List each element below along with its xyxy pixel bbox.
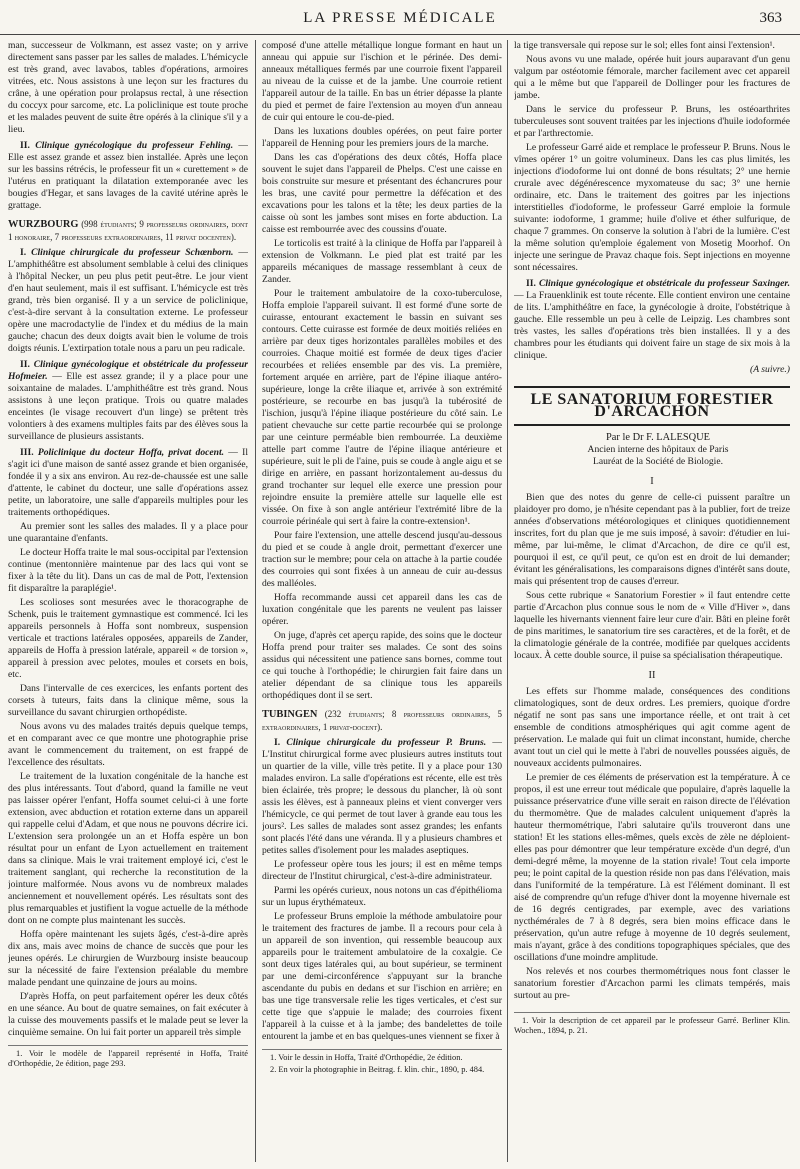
section-number: II. bbox=[20, 359, 30, 370]
footnote: 1. Voir le dessin in Hoffa, Traité d'Orthopédie, 2e édition. bbox=[270, 1053, 463, 1062]
paragraph: Sous cette rubrique « Sanatorium Forestier » il faut entendre cette partie d'Arcachon plus connue sous le nom de « Ville d'Hiver », dans laquelle les hivernants viennent faire leur cure d'air. Bâti en pleine forêt de pins maritimes, le sanatorium tire ses caractères, et de la forêt, et de la climatologie générale de la contrée, modifiée par quelques accidents locaux. À cette double source, il puise sa spécialisation thérapeutique. bbox=[514, 590, 790, 661]
paragraph: Nous avons vu des malades traités depuis quelque temps, et en comparant avec ce que montre une photographie prise avant le commencement du traitement, on est frappé de l'excellence des résultats. bbox=[8, 721, 248, 768]
section-heading bbox=[8, 247, 248, 355]
section-title: Clinique chirurgicale du professeur P. Bruns. bbox=[286, 737, 487, 748]
paragraph: Le professeur opère tous les jours; il est en même temps directeur de l'Institut chirurgical, c'est-à-dire administrateur. bbox=[262, 859, 502, 882]
section-title: Policlinique du docteur Hoffa, privat docent. bbox=[37, 447, 225, 458]
paragraph: Le premier de ces éléments de préservation est la température. À ce propos, il est une erreur tout médicale que populaire, d'après laquelle la puissance préservatrice d'une ville serait en raison directe de l'élévation du thermomètre. Que de malades calculent uniquement d'après la hauteur thermométrique, l'abri salutaire qu'ils trouveront dans une station! Et les stations elles-mêmes, quels excès de zèle ne déploient-elles pas pour démontrer que leur température excède d'un degré, d'un demi-degré même, la moyenne de la station rivale! Tout cela importe peu; le point capital de la question réside non pas dans l'élévation, mais dans l'uniformité de la température. Là est l'élément dominant. Il est aisé de comprendre qu'un refuge d'hiver dont la moyenne hivernale est de 16 degrés centigrades, par exemple, avec des variations nycthémérales de 7 à 8 degrés, sera bien moins efficace dans le préservation, qu'un autre refuge à moyenne de 10 degrés seulement, mais n'ayant, grâce à des conditions topographiques spéciales, que des oscillations d'une moindre amplitude. bbox=[514, 772, 790, 963]
paragraph: On juge, d'après cet aperçu rapide, des soins que le docteur Hoffa prend pour traiter ses malades. Ce sont des soins assidus qui nécessitent une patience sans bornes, comme tout ce qui touche à l'orthopédie; le chirurgien fait faire dans un atelier dépendant de sa clinique tous les appareils orthopédiques dont il se sert. bbox=[262, 630, 502, 701]
article-byline: Par le Dr F. LALESQUE bbox=[606, 432, 710, 443]
paragraph: Hoffa opère maintenant les sujets âgés, c'est-à-dire après dix ans, mais avec moins de chance de succès que pour les jeunes opérés. Le chirurgien de Wurzbourg insiste beaucoup sur la nécessité de faire l'extension préalable du membre malade pendant une quinzaine de jours au moins. bbox=[8, 929, 248, 988]
column-right bbox=[514, 40, 790, 1162]
section-text: — Il s'agit ici d'une maison de santé assez grande et bien organisée, fondée il y a six ans environ. Au rez-de-chaussée est une salle d'attente, le cabinet du docteur, une salle d'opérations assez petite, un laboratoire, une salle d'appareils multiples pour les traitements orthopédiques. bbox=[8, 447, 248, 518]
paragraph: Hoffa recommande aussi cet appareil dans les cas de luxation congénitale que les parents ne veulent pas laisser opérer. bbox=[262, 592, 502, 627]
paragraph: Le traitement de la luxation congénitale de la hanche est des plus intéressants. Tout d'abord, quand la famille ne veut pas laisser opérer l'enfant, Hoffa soumet celui-ci à une forte extension, avec abduction et rotation externe dans un appareil qui rappelle celui d'Adam, et que nous ne pouvons décrire ici. L'extension sera prolongée un an et Hoffa espère un bon résultat pour un enfant de Lyon actuellement en traitement dans sa clinique. Mais le vrai traitement employé ici, c'est le traitement sanglant, qui recherche la reconstitution de la jointure malformée. Nous avons vu de nombreux malades anciennement et nouvellement opérés. Les résultats sont des plus remarquables et justifient la vogue actuelle de la méthode dont on ne compte plus maintenant les succès. bbox=[8, 771, 248, 926]
page-header bbox=[0, 0, 800, 35]
article-title: LE SANATORIUM FORESTIER D'ARCACHON bbox=[514, 386, 790, 426]
paragraph: Dans les luxations doubles opérées, on peut faire porter l'appareil de Henning pour les premiers jours de la marche. bbox=[262, 126, 502, 149]
page-number: 363 bbox=[759, 10, 782, 26]
paragraph: Nous avons vu une malade, opérée huit jours auparavant d'un genu valgum par ostéotomie fémorale, marcher facilement avec cet appareil qui a le même but que l'appareil de Dollinger pour les fractures de jambe. bbox=[514, 54, 790, 101]
section-number: III. bbox=[20, 447, 34, 458]
city-heading bbox=[8, 218, 248, 243]
author-affiliation: Lauréat de la Société de Biologie. bbox=[593, 456, 723, 467]
paragraph: Les effets sur l'homme malade, conséquences des conditions climatologiques, sont de deux ordres. Les premiers, quoique d'ordre négatif ne sont pas sans une importance réelle, et ont trait à cet ensemble de conditions atmosphériques qui agit comme agent de préservation. Le malade qui fuit un climat inconstant, humide, cherche avant tout un ciel qui le mette à l'abri de nouvelles poussées aiguës, de nouveaux accidents pulmonaires. bbox=[514, 686, 790, 769]
section-heading bbox=[8, 359, 248, 443]
paragraph: Les scolioses sont mesurées avec le thoracographe de Schenk, puis le traitement gymnastique est commencé. Ici les appareils personnels à Hoffa sont nombreux, suspension verticale et tractions latérales opposées, appareils de Zander, appareils de Hoffa à pression latérale, appareil « de torsion », appareil à pression avec pelotes, moules et corsets en bois, etc. bbox=[8, 597, 248, 680]
paragraph: Le professeur Bruns emploie la méthode ambulatoire pour le traitement des fractures de jambe. Il a recours pour cela à un appareil de son invention, qui ressemble beaucoup aux appareils pour le traitement ambulatoire de la coxalgie. Ce sont deux tiges latérales qui, au bout supérieur, se terminent par une demi-circonférence s'appuyant sur la branche ascendante du pubis en dedans et sur l'ischion en arrière; en bas une tige transversale relie les tiges verticales, et c'est sur cette tige que s'appuie le malade; des courroies fixent l'appareil à la cuisse et à la jambe; des bandelettes de toile entourent la jambe et en bas quelques-unes viennent se fixer à bbox=[262, 911, 502, 1042]
journal-title: LA PRESSE MÉDICALE bbox=[303, 10, 497, 26]
column-middle bbox=[262, 40, 502, 1162]
section-text: — Elle est assez grande et assez bien installée. Après une leçon sur les bassins rétrécis, le professeur fit un « curettement » de l'utérus en pratiquant la dilatation extemporanée avec les bougies d'Hegar, et sans lavages de la cavité utérine après le grattage. bbox=[8, 140, 248, 211]
section-number: I. bbox=[274, 737, 281, 748]
city-info: (232 étudiants; 8 professeurs ordinaires, 5 extraordinaires, 1 privat-docent). bbox=[262, 709, 502, 732]
city-info: (998 étudiants; 9 professeurs ordinaires, dont 1 honoraire, 7 professeurs extraordinaires, 11 privat docenten). bbox=[8, 219, 248, 242]
paragraph: Nos relevés et nos courbes thermométriques nous font classer le sanatorium forestier d'Arcachon parmi les climats tempérés, mais surtout au pre- bbox=[514, 966, 790, 1001]
paragraph: Dans les cas d'opérations des deux côtés, Hoffa place souvent le sujet dans l'appareil de Phelps. C'est une caisse en bois construite sur mesure et présentant des échancrures pour les bras, une cavité pour permettre la défécation et des excavations pour les talons et la tête; les deux parties de la caisse où sont les jambes sont mises en forte abduction. La caisse est rembourrée avec des coussins d'ouate. bbox=[262, 152, 502, 235]
section-title: Clinique chirurgicale du professeur Schœnborn. bbox=[31, 247, 234, 258]
paragraph: Le torticolis est traité à la clinique de Hoffa par l'appareil à extension de Volkmann. Le pied plat est traité par les appareils mécaniques de massage ressemblant à ceux de Zander. bbox=[262, 238, 502, 285]
section-title: Clinique gynécologique du professeur Fehling. bbox=[35, 140, 234, 151]
paragraph: Bien que des notes du genre de celle-ci puissent paraître un plaidoyer pro domo, je n'hésite cependant pas à la publier, fort de treize années d'observations météorologiques et cliniques quotidiennement inscrites, fort du plan que je me suis imposé, à savoir: d'étudier en lui-même, par lui-même, le climat d'Arcachon, de dire ce qu'il est, pourquoi il est, ce qu'il peut, ce qu'on est en droit de lui demander; évitant les généralisations, les comparaisons dignes d'intérêt sans doute, mais qui présentent trop de causes d'erreur. bbox=[514, 492, 790, 587]
section-text: — La Frauenklinik est toute récente. Elle contient environ une centaine de lits. L'amphithéâtre en face, la gynécologie à droite, l'obstétrique à gauche. Elle ressemble un peu à celle de Leipzig. Les chambres sont très vastes, les salles d'opérations très bien installées. Il y a des chambres pour les étudiants qui doivent faire un stage de six mois à la clinique. bbox=[514, 290, 790, 361]
section-heading bbox=[8, 140, 248, 212]
paragraph: Parmi les opérés curieux, nous notons un cas d'épithélioma sur un lupus érythémateux. bbox=[262, 885, 502, 908]
section-heading bbox=[514, 278, 790, 362]
roman-section-number: II bbox=[648, 670, 656, 681]
section-heading bbox=[262, 737, 502, 857]
paragraph: Dans le service du professeur P. Bruns, les ostéoarthrites tuberculeuses sont souvent traitées par les injections d'huile iodoformée et par l'arthrectomie. bbox=[514, 104, 790, 139]
paragraph: man, successeur de Volkmann, est assez vaste; on y arrive directement sans passer par les salles de malades. L'hémicycle est très grand, avec lavabos, tables d'opérations, armoires vitrées, etc. Nous assistons à une leçon sur les fractures du crâne, à une opération pour prolapsus rectal, à une résection du coccyx pour sarcome, etc. La policlinique est toute proche et les malades peuvent de suite être opérés à la clinique s'il y a lieu. bbox=[8, 40, 248, 135]
section-title: Clinique gynécologique et obstétricale du professeur Hofmeier. bbox=[8, 359, 248, 382]
footnote: 1. Voir le modèle de l'appareil représenté in Hoffa, Traité d'Orthopédie, 2e édition, page 293. bbox=[8, 1049, 248, 1068]
column-rule bbox=[255, 40, 256, 1162]
paragraph: Pour le traitement ambulatoire de la coxo-tuberculose, Hoffa emploie l'appareil suivant. Il est formé d'une sorte de cuirasse, entourant exactement le bassin en suivant ses contours. Cette cuirasse est formée de deux moitiés reliées en arrière par deux tiges horizontales parallèles mobiles et des courroies. Chaque moitié est formée de deux tiges d'acier recourbées et reliées ensemble par des vis. La première, fortement arquée en arrière, part de l'épine iliaque antéro-supérieure, longe la crête iliaque et, arrivée à son extrémité postérieure, se recourbe en bas jusqu'à la tubérosité de l'ischion, jusqu'à l'épine iliaque postérieure du côté sain. Le patient chevauche sur cette partie recourbée qui se prolonge par une ceinture perméable bien rembourrée. La deuxième attelle part comme l'autre de l'épine iliaque antérieure et supérieure, suit le pli de l'aine, puis se coude à angle aigu et se dirige en arrière, en passant horizontalement au-dessus du grand trochanter sur lequel elle exerce une pression pour rejoindre ensuite la première attelle sur laquelle elle est vissée. On fixe à son angle antérieur l'extrémité libre de la courroie périnéale qui sert à faire la contre-extension¹. bbox=[262, 288, 502, 527]
section-text: — L'Institut chirurgical forme avec plusieurs autres instituts tout un quartier de la ville, ville très petite. Il y a place pour 130 malades environ. La salle d'opérations est récente, elle est très bien éclairée, très propre; le dessous du plancher, là où sont assis les élèves, est à panneaux pleins et vient converger vers l'hémicycle, ce qui permet de tout laver à grande eau tous les jours². Les salles de malades sont assez grandes; les enfants sont placés l'été dans une véranda. Il y a plusieurs chambres et petites salles d'isolement pour les malades aseptiques. bbox=[262, 737, 502, 856]
column-rule bbox=[507, 40, 508, 1162]
column-left bbox=[8, 40, 248, 1162]
author-affiliation: Ancien interne des hôpitaux de Paris bbox=[587, 444, 729, 455]
section-number: I. bbox=[20, 247, 27, 258]
city-heading bbox=[262, 708, 502, 733]
section-title: Clinique gynécologique et obstétricale du professeur Saxinger. bbox=[538, 278, 790, 289]
paragraph: Pour faire l'extension, une attelle descend jusqu'au-dessous du pied et se coude à angle droit, permettant d'exercer une traction sur le membre; pour cela on attache à la partie coudée des courroies qui sont fixées à un anneau de cuir au-dessus des malléoles. bbox=[262, 530, 502, 589]
footnote: 1. Voir la description de cet appareil par le professeur Garré. Berliner Klin. Wochen., 1894, p. 21. bbox=[514, 1016, 790, 1035]
paragraph: Dans l'intervalle de ces exercices, les enfants portent des corsets à tuteurs, faits dans la clinique même, sous la surveillance du savant chirurgien orthopédiste. bbox=[8, 683, 248, 718]
city-name: TUBINGEN bbox=[262, 709, 318, 720]
footnotes bbox=[262, 1049, 502, 1075]
paragraph: Le docteur Hoffa traite le mal sous-occipital par l'extension continue (mentonnière maintenue par des lacs qui vont se fixer à la tête du lit). Dans un cas de mal de Pott, l'extension fit disparaître la paraplégie¹. bbox=[8, 547, 248, 594]
footnotes bbox=[514, 1012, 790, 1036]
footnote: 2. En voir la photographie in Beitrag. f. klin. chir., 1890, p. 484. bbox=[270, 1065, 485, 1074]
city-name: WURZBOURG bbox=[8, 219, 79, 230]
paragraph: Au premier sont les salles des malades. Il y a place pour une quarantaine d'enfants. bbox=[8, 521, 248, 544]
paragraph: D'après Hoffa, on peut parfaitement opérer les deux côtés en une séance. Au bout de quatre semaines, on fait exécuter à la cuisse des mouvements passifs et le malade peut se lever la cinquième semaine. On lui fait porter un appareil très simple bbox=[8, 991, 248, 1038]
footnotes bbox=[8, 1045, 248, 1069]
section-text: — Elle est assez grande; il y a place pour une soixantaine de malades. L'amphithéâtre est très grand. Nous assistons à une leçon pratique. Trois ou quatre malades enceintes (le visage recouvert d'un linge) se prêtent très volontiers à des examens multiples faits par des élèves sous la surveillance de plusieurs assistants. bbox=[8, 371, 248, 442]
section-number: II. bbox=[526, 278, 536, 289]
section-heading bbox=[8, 447, 248, 519]
to-be-continued: (A suivre.) bbox=[750, 364, 790, 375]
paragraph: Le professeur Garré aide et remplace le professeur P. Bruns. Nous le vîmes opérer 1° un goitre volumineux. Dans les cas plus limités, les injections d'iodoforme lui ont donné de bons résultats; 2° une hernie crurale avec dégénérescence myxomateuse du sac; 3° une hernie ordinaire, etc. Dans le traitement des goitres par les injections interstitielles d'iodoforme, le professeur Garré emploie la formule suivante: iodoforme, 1 gramme; huile d'olive et éther sulfurique, de chaque 7 grammes. On conserve la solution à l'abri de la lumière. C'est la même solution qu'emploie également von Mosetig Moorhof. On injecte une seringue de Pravaz chaque fois. Sept injections en moyenne sont nécessaires. bbox=[514, 142, 790, 273]
section-number: II. bbox=[20, 140, 30, 151]
paragraph: composé d'une attelle métallique longue formant en haut un anneau qui appuie sur l'ischion et le périnée. Des demi-anneaux métalliques fermés par une courroie fixent l'appareil au niveau de la cuisse et de la jambe. Une courroie retient l'appareil autour de la taille. En bas un étrier dépasse la plante du pied et permet de faire l'extension au moyen d'un anneau de cuir qui entoure le cou-de-pied. bbox=[262, 40, 502, 123]
section-text: — L'amphithéâtre est absolument semblable à celui des cliniques à l'hôpital Necker, un peu plus petit peut-être. Le jour vient d'en haut seulement, mais il est suffisant. L'hémicycle est très grand, très bien organisé. Il y a un service de policlinique, c'est-à-dire servant à la consultation externe. Le professeur opère une macrodactylie de l'index et du médius de la main gauche; chacun des deux doigts avait bien le volume de trois doigts réunis. L'extirpation totale nous a paru un peu radicale. bbox=[8, 247, 248, 354]
roman-section-number: I bbox=[650, 476, 654, 487]
paragraph: la tige transversale qui repose sur le sol; elles font ainsi l'extension¹. bbox=[514, 40, 775, 51]
